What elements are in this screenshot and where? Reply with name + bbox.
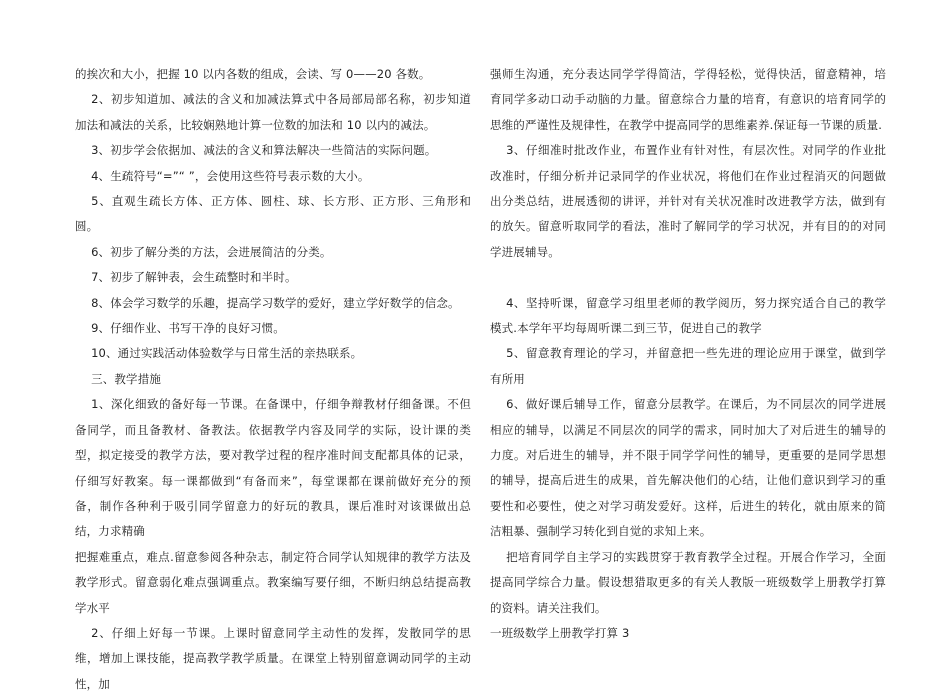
paragraph: 4、坚持听课，留意学习组里老师的教学阅历，努力探究适合自己的教学模式.本学年平均每周听课二到三节，促进自己的教学 [490, 295, 886, 336]
blank-line [490, 265, 886, 290]
paragraph: 2、仔细上好每一节课。上课时留意同学主动性的发挥，发散同学的思维，增加上课技能，提高教学教学质量。在课堂上特别留意调动同学的主动性，加 [75, 625, 471, 691]
paragraph: 强师生沟通，充分表达同学学得简洁，学得轻松，觉得快活，留意精神，培育同学多动口动手动脑的力量。留意综合力量的培育，有意识的培育同学的思维的严谨性及规律性，在教学中提高同学的思维素养.保证每一节课的质量. [490, 67, 886, 132]
paragraph: 1、深化细致的备好每一节课。在备课中，仔细争辩教材仔细备课。不但备同学，而且备教材、备教法。依据教学内容及同学的实际，设计课的类型，拟定接受的教学方法，要对教学过程的程序准时间支配都具体的记录，仔细写好教案。每一课都做到“有备而来”，每堂课都在课前做好充分的预备，制作各种利于吸引同学留意力的好玩的教具，课后准时对该课做出总结，力求精确 [75, 397, 471, 539]
paragraph: 9、仔细作业、书写干净的良好习惯。 [91, 321, 285, 336]
paragraph: 2、初步知道加、减法的含义和加减法算式中各局部局部名称，初步知道加法和减法的关系，比较娴熟地计算一位数的加法和 10 以内的减法。 [75, 92, 471, 132]
paragraph: 3、仔细准时批改作业，布置作业有针对性，有层次性。对同学的作业批改准时，仔细分析并记录同学的作业状况，将他们在作业过程消灭的问题做出分类总结，进展透彻的讲评，并针对有关状况准时改进教学方法，做到有的放矢。留意听取同学的看法，准时了解同学的学习状况，并有目的的对同学进展辅导。 [490, 143, 886, 259]
paragraph: 5、直观生疏长方体、正方体、圆柱、球、长方形、正方形、三角形和圆。 [75, 194, 471, 234]
right-text-column [490, 62, 886, 646]
paragraph: 8、体会学习数学的乐趣，提高学习数学的爱好，建立学好数学的信念。 [91, 295, 460, 310]
paragraph: 6、做好课后辅导工作，留意分层教学。在课后，为不同层次的同学进展相应的辅导，以满足不同层次的同学的需求，同时加大了对后进生的辅导的力度。对后进生的辅导，并不限于同学学问性的辅导，更重要的是同学思想的辅导，提高后进生的成果，首先解决他们的心结，让他们意识到学习的重要性和必要性，使之对学习萌发爱好。这样，后进生的转化，就由原来的简洁粗暴、强制学习转化到自觉的求知上来。 [490, 397, 886, 539]
paragraph: 把握难重点，难点.留意参阅各种杂志，制定符合同学认知规律的教学方法及教学形式。留意弱化难点强调重点。教案编写要仔细，不断归纳总结提高教学水平 [75, 549, 471, 615]
paragraph: 10、通过实践活动体验数学与日常生活的亲热联系。 [91, 346, 363, 361]
paragraph: 5、留意教育理论的学习，并留意把一些先进的理论应用于课堂，做到学有所用 [490, 346, 886, 386]
paragraph: 4、生疏符号“=”“ ”，会使用这些符号表示数的大小。 [91, 168, 370, 183]
paragraph: 把培育同学自主学习的实践贯穿于教育教学全过程。开展合作学习，全面提高同学综合力量。假设想猎取更多的有关人教版一班级数学上册教学打算的资料。请关注我们。 [490, 549, 886, 615]
document-subtitle: 一班级数学上册教学打算 3 [490, 625, 630, 640]
section-heading: 三、教学措施 [91, 371, 161, 386]
paragraph: 的挨次和大小，把握 10 以内各数的组成，会读、写 0——20 各数。 [75, 67, 431, 81]
left-text-column [75, 62, 471, 697]
paragraph: 3、初步学会依据加、减法的含义和算法解决一些简洁的实际问题。 [91, 143, 437, 158]
paragraph: 7、初步了解钟表，会生疏整时和半时。 [91, 270, 297, 285]
paragraph: 6、初步了解分类的方法，会进展简洁的分类。 [91, 244, 332, 259]
